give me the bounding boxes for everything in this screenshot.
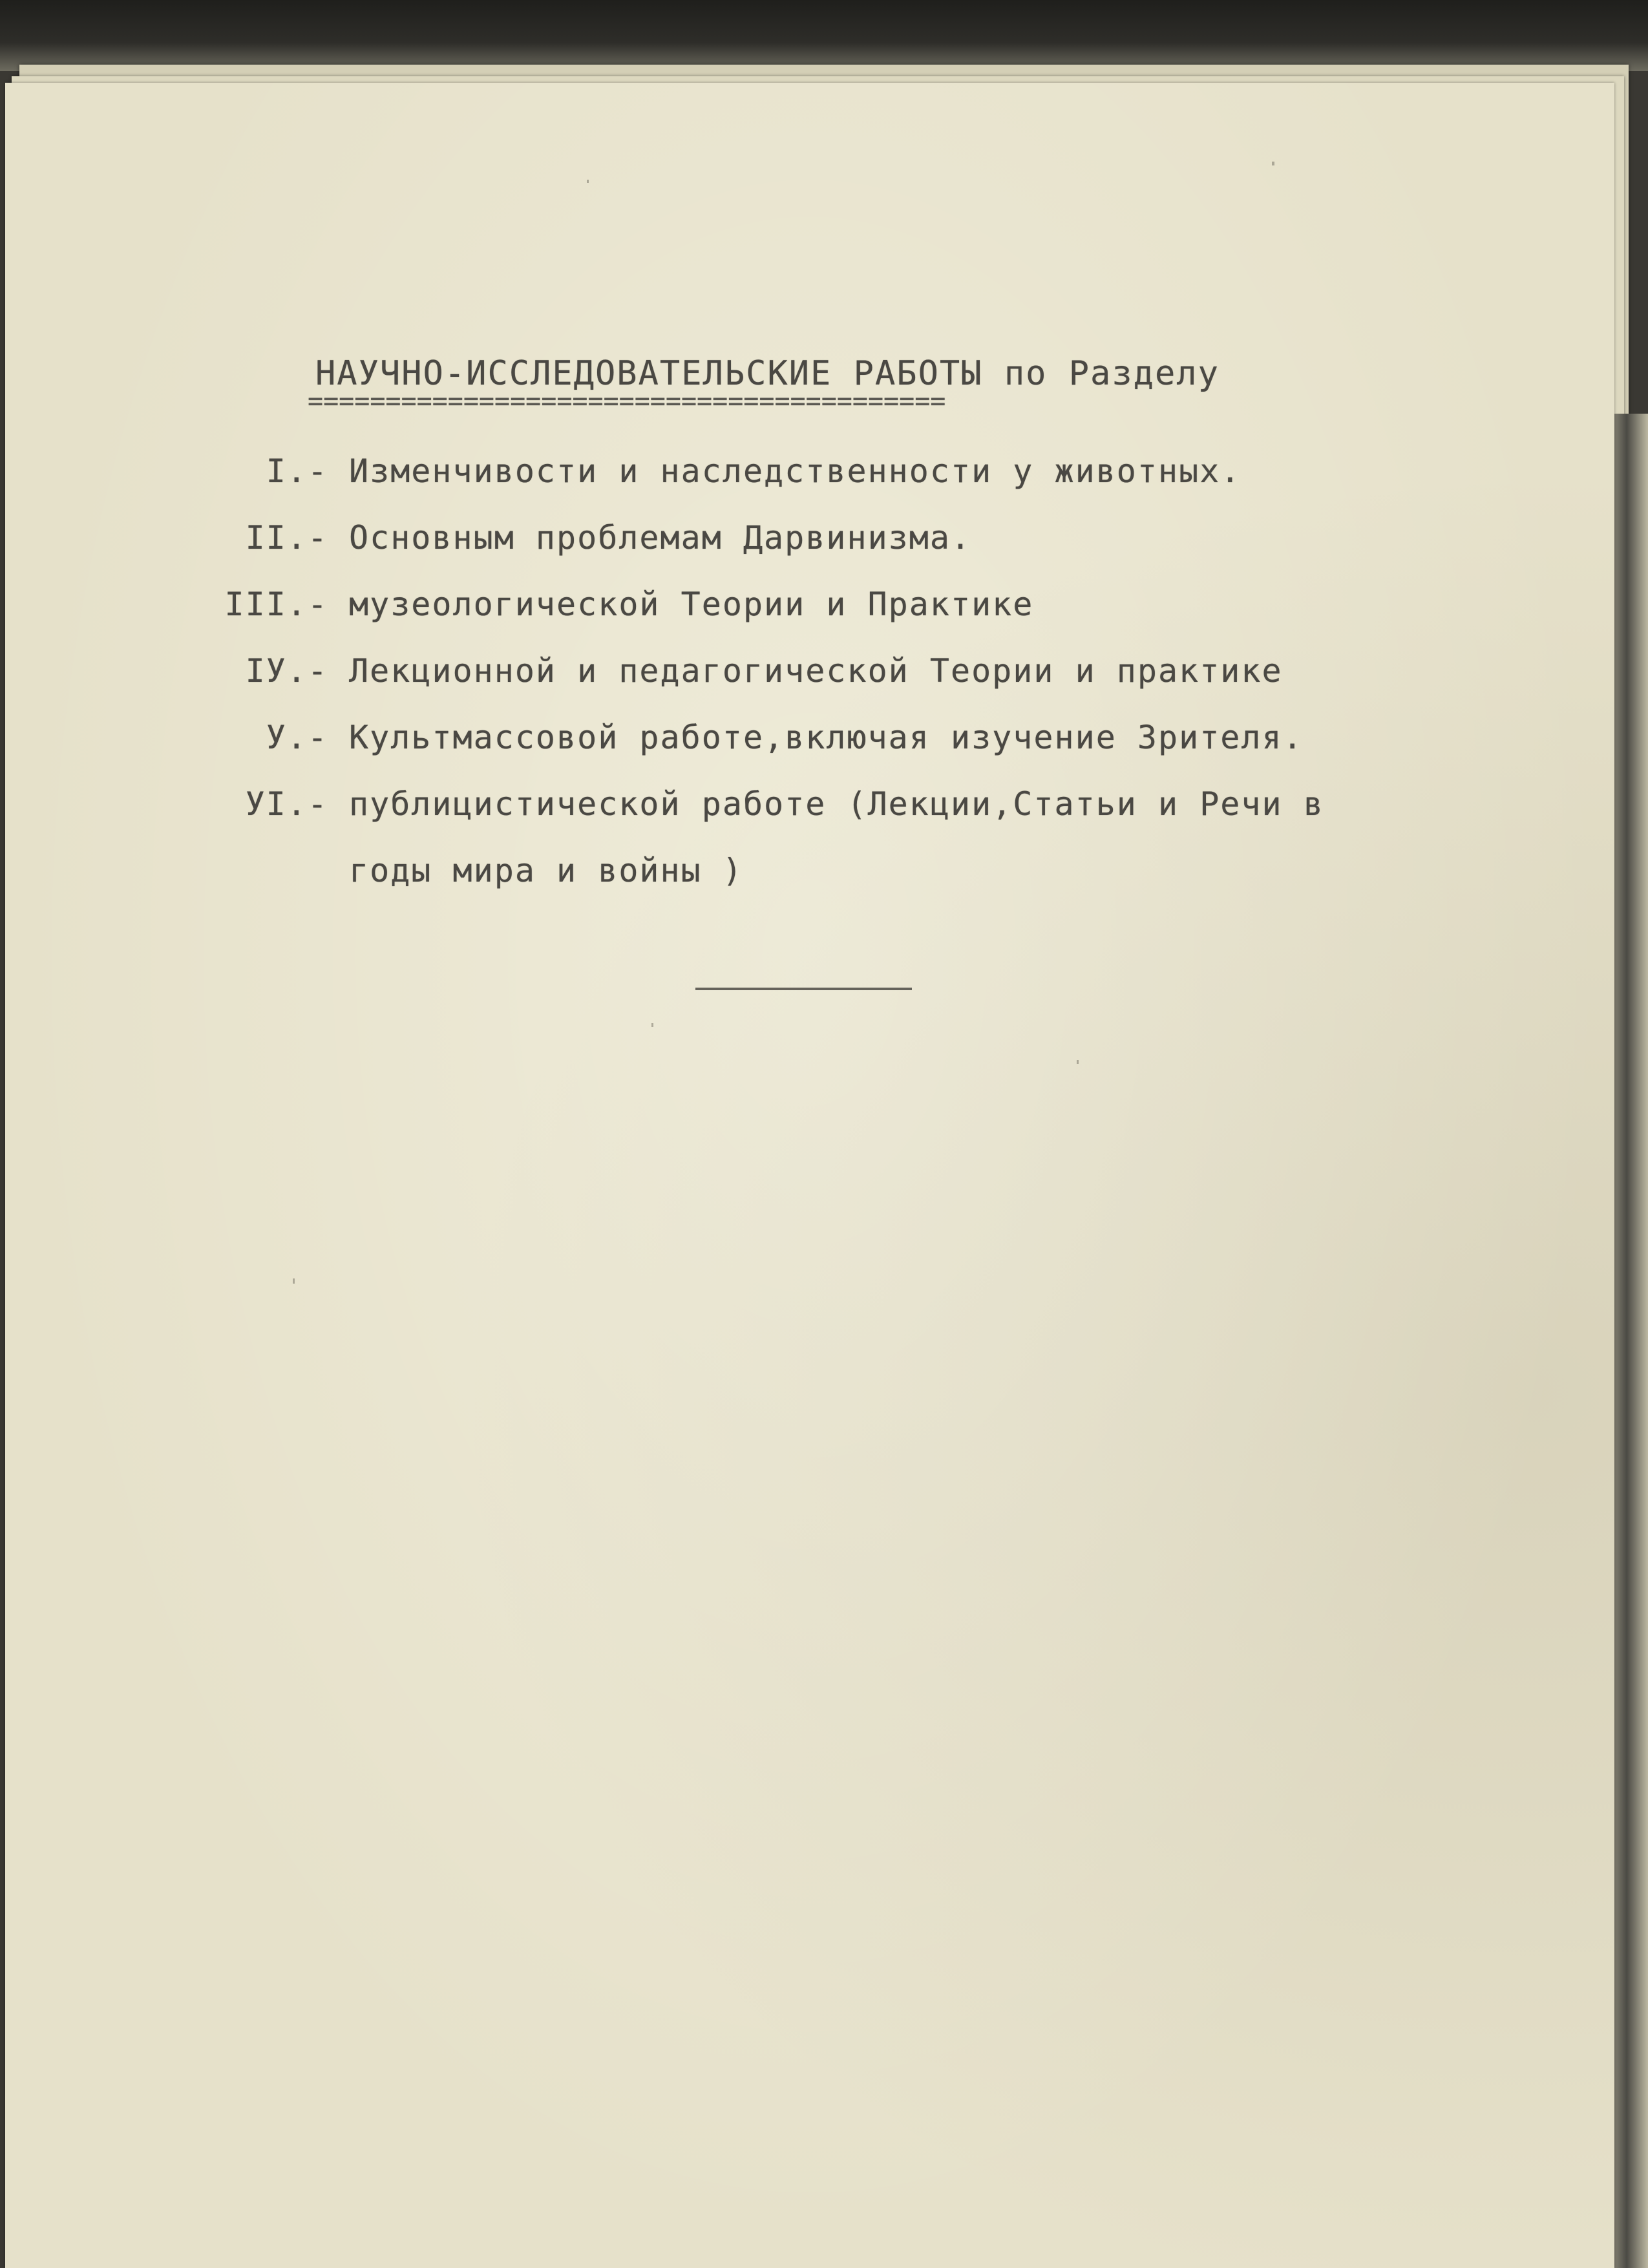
item-number: IУ.-: [245, 652, 328, 690]
item-text: годы мира и войны ): [349, 852, 743, 889]
item-number: УI.-: [245, 785, 328, 823]
item-text: Основным проблемам Дарвинизма.: [349, 519, 972, 556]
item-number: III.-: [224, 586, 328, 623]
paper-speck: [1077, 1060, 1079, 1064]
item-text: Лекционной и педагогической Теории и практике: [349, 652, 1283, 690]
list-item-continuation: [5, 852, 1614, 897]
paper-speck: [293, 1278, 295, 1284]
paper-speck: [587, 180, 589, 183]
item-text: Культмассовой работе,включая изучение Зрителя.: [349, 719, 1304, 756]
title-underline: =========================================: [308, 387, 946, 416]
item-text: Изменчивости и наследственности у животных.: [349, 452, 1241, 490]
item-text: музеологической Теории и Практике: [349, 586, 1034, 623]
list-item: [5, 586, 1614, 631]
list-item: [5, 785, 1614, 831]
scanner-background: [0, 0, 1648, 71]
page-edge-shadow: [1612, 414, 1648, 2268]
list-item: [5, 719, 1614, 764]
item-number: I.-: [266, 452, 328, 490]
typed-page: [5, 83, 1614, 2268]
list-item: [5, 452, 1614, 498]
item-number: У.-: [266, 719, 328, 756]
paper-speck: [651, 1023, 653, 1027]
list-item: [5, 519, 1614, 564]
end-divider: [695, 988, 912, 990]
item-text: публицистической работе (Лекции,Статьи и Речи в: [349, 785, 1324, 823]
item-number: II.-: [245, 519, 328, 556]
list-item: [5, 652, 1614, 697]
paper-speck: [1272, 162, 1274, 165]
document-title: НАУЧНО-ИССЛЕДОВАТЕЛЬСКИЕ РАБОТЫ по Разделу: [315, 354, 1220, 393]
